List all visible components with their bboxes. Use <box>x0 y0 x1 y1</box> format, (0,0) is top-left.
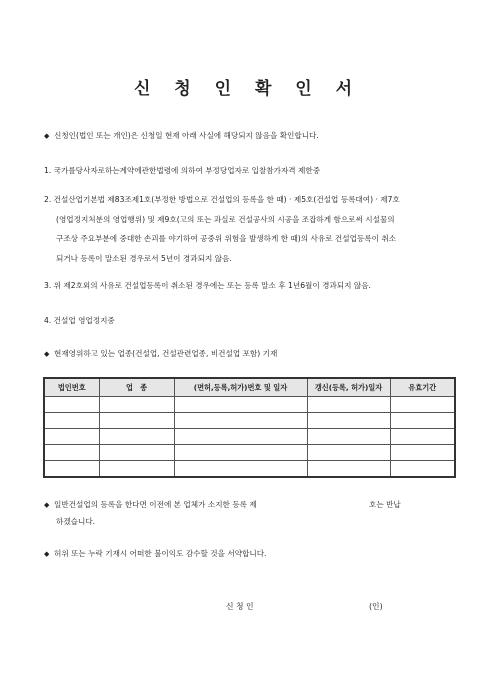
table-row <box>44 445 455 461</box>
item-2 <box>44 190 400 268</box>
table-cell[interactable] <box>44 429 99 445</box>
item-1: 1. 국가를당사자로하는계약에관한법령에 의하여 부정당업자로 입찰참가자격 제한중 <box>44 166 321 175</box>
table-cell[interactable] <box>174 445 307 461</box>
item-4: 4. 건설업 영업정지중 <box>44 316 115 325</box>
return-note-part-1: 일반건설업의 등록을 한다면 이전에 본 업체가 소지한 등록 제 <box>54 500 257 509</box>
header-validity-period: 유효기간 <box>390 378 455 397</box>
table-cell[interactable] <box>174 413 307 429</box>
item-2-line-1: 2. 건설산업기본법 제83조제1호(부정한 방법으로 건설업의 등록을 한 때) · 제5호(건설업 등록대여) · 제7호 <box>44 195 400 204</box>
table-header-row <box>44 378 455 397</box>
table-cell[interactable] <box>44 413 99 429</box>
header-corporate-number: 법인번호 <box>44 378 99 397</box>
table-cell[interactable] <box>174 397 307 413</box>
header-license-number-date: (면허,등록,허가)번호 및 일자 <box>174 378 307 397</box>
intro-statement <box>44 131 319 141</box>
table-cell[interactable] <box>174 461 307 478</box>
table-cell[interactable] <box>307 461 390 478</box>
seal-mark: (인) <box>369 602 383 611</box>
pledge-statement <box>44 549 266 559</box>
table-cell[interactable] <box>307 429 390 445</box>
table-cell[interactable] <box>390 429 455 445</box>
return-note-part-2: 호는 반납 <box>369 500 401 509</box>
table-cell[interactable] <box>390 397 455 413</box>
table-cell[interactable] <box>307 413 390 429</box>
table-caption-text: 현재영위하고 있는 업종(건설업, 건설관련업종, 비건설업 포함) 기재 <box>54 349 278 358</box>
item-3: 3. 위 제2호외의 사유로 건설업등록이 취소된 경우에는 또는 등록 말소 후 1년6월이 경과되지 않음. <box>44 281 371 290</box>
table-cell[interactable] <box>99 461 174 478</box>
table-cell[interactable] <box>99 429 174 445</box>
item-2-line-2: (영업정지처분의 영업행위) 및 제9호(고의 또는 과실로 건설공사의 시공을 조잡하게 함으로써 시설물의 <box>56 214 395 224</box>
intro-text: 신청인(법인 또는 개인)은 신청일 현재 아래 사실에 해당되지 않음을 확인합니다. <box>54 131 319 140</box>
table-cell[interactable] <box>174 429 307 445</box>
table-cell[interactable] <box>307 397 390 413</box>
table-caption <box>44 349 277 359</box>
table-cell[interactable] <box>99 445 174 461</box>
table-row <box>44 397 455 413</box>
header-business-type: 업 종 <box>99 378 174 397</box>
diamond-icon: ◆ <box>44 350 50 358</box>
table-cell[interactable] <box>390 445 455 461</box>
table-cell[interactable] <box>99 397 174 413</box>
table-cell[interactable] <box>390 461 455 478</box>
table-cell[interactable] <box>99 413 174 429</box>
document-title: 신 청 인 확 인 서 <box>133 79 362 99</box>
diamond-icon: ◆ <box>44 501 50 509</box>
item-2-line-4: 되거나 등록이 말소된 경우로서 5년이 경과되지 않음. <box>56 253 232 263</box>
diamond-icon: ◆ <box>44 132 50 140</box>
header-renewal-date: 갱신(등록, 허가)일자 <box>307 378 390 397</box>
item-2-line-3: 구조상 주요부분에 중대한 손괴를 야기하여 공중위 위험을 발생하게 한 때)의 사유로 건설업등록이 취소 <box>56 234 397 243</box>
table-row <box>44 413 455 429</box>
table-row <box>44 429 455 445</box>
table-cell[interactable] <box>390 413 455 429</box>
return-note-line-1 <box>44 500 257 510</box>
pledge-text: 허위 또는 누락 기재시 어떠한 불이익도 감수할 것을 서약합니다. <box>54 549 267 558</box>
table-row <box>44 461 455 478</box>
table-cell[interactable] <box>44 397 99 413</box>
table-cell[interactable] <box>44 461 99 478</box>
table-cell[interactable] <box>307 445 390 461</box>
diamond-icon: ◆ <box>44 550 50 558</box>
table-cell[interactable] <box>44 445 99 461</box>
return-note-line-2: 하겠습니다. <box>56 517 96 526</box>
business-registration-table <box>43 377 456 478</box>
applicant-label: 신 청 인 <box>226 602 254 611</box>
